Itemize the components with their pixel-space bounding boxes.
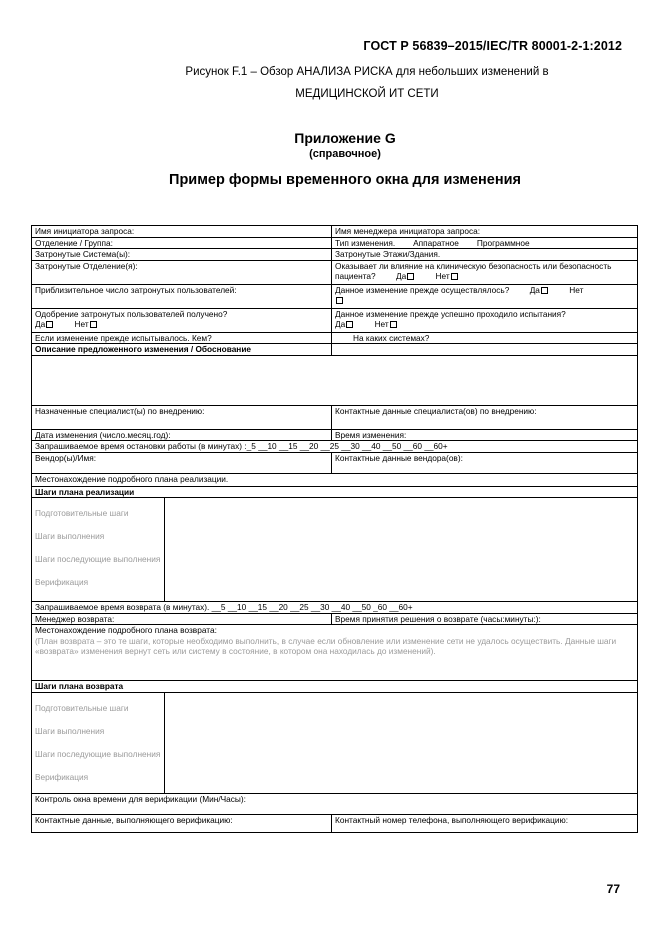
verifier-phone-cell[interactable]: Контактный номер телефона, выполняющего верификацию: — [332, 814, 638, 832]
figure-caption-line2: МЕДИЦИНСКОЙ ИТ СЕТИ — [295, 88, 439, 100]
appendix-title: Приложение G — [294, 130, 396, 146]
rollback-plan-note: (План возврата – это те шаги, которые необходимо выполнить, в случае если обновление или изменение сети не удалось осуществить. Данные шаги «возврата» изменения вернут сеть или систему в состояние, в котором она находилась до изменений). — [35, 635, 617, 656]
approx-users-cell[interactable]: Приблизительное число затронутых пользователей: — [32, 284, 332, 308]
plan-location-cell[interactable]: Местонахождение подробного плана реализации. — [32, 473, 638, 486]
checkbox-icon[interactable] — [46, 321, 53, 328]
checkbox-icon[interactable] — [451, 273, 458, 280]
checkbox-icon[interactable] — [90, 321, 97, 328]
appendix-subtitle: (справочное) — [309, 148, 381, 160]
rollback-steps-list — [32, 692, 165, 793]
change-window-form — [31, 225, 638, 833]
checkbox-icon[interactable] — [346, 321, 353, 328]
department-cell[interactable]: Отделение / Группа: — [32, 237, 332, 249]
tested-systems-cell[interactable]: На каких системах? — [332, 332, 638, 344]
tested-before-cell[interactable]: Данное изменение прежде успешно проходило испытания? Да Нет — [332, 308, 638, 332]
rollback-step-exec: Шаги выполнения — [35, 725, 105, 736]
impl-step-prep: Подготовительные шаги — [35, 508, 129, 518]
rollback-steps-title: Шаги плана возврата — [32, 681, 638, 693]
page-number: 77 — [606, 882, 620, 896]
initiator-manager-cell[interactable]: Имя менеджера инициатора запроса: — [332, 226, 638, 238]
checkbox-icon[interactable] — [541, 287, 548, 294]
impl-steps-title: Шаги плана реализации — [32, 486, 638, 498]
rollback-step-verify: Верификация — [35, 771, 89, 782]
affected-systems-cell[interactable]: Затронутые Система(ы): — [32, 249, 332, 261]
description-field[interactable] — [32, 355, 638, 405]
approval-cell[interactable]: Одобрение затронутых пользователей получено? Да Нет — [32, 308, 332, 332]
change-type-cell[interactable]: Тип изменения. Аппаратное Программное — [332, 237, 638, 249]
impl-step-post: Шаги последующие выполнения — [35, 554, 161, 564]
impl-step-verify: Верификация — [35, 577, 89, 587]
rollback-time-cell[interactable]: Запрашиваемое время возврата (в минутах). __5 __10 __15 __20 __25 __30 __40 __50 _60 __60+ — [32, 602, 638, 614]
affected-departments-cell[interactable]: Затронутые Отделение(я): — [32, 260, 332, 284]
standard-header: ГОСТ Р 56839–2015/IEC/TR 80001-2-1:2012 — [363, 39, 622, 53]
figure-caption-line1: Рисунок F.1 – Обзор АНАЛИЗА РИСКА для небольших изменений в — [185, 66, 549, 78]
initiator-name-cell[interactable]: Имя инициатора запроса: — [32, 226, 332, 238]
impl-steps-list — [32, 498, 165, 602]
description-spacer — [332, 344, 638, 356]
rollback-decision-cell[interactable]: Время принятия решения о возврате (часы:минуты:): — [332, 613, 638, 625]
change-date-cell[interactable]: Дата изменения (число.месяц.год): — [32, 429, 332, 441]
checkbox-icon[interactable] — [390, 321, 397, 328]
form-title: Пример формы временного окна для изменения — [169, 172, 521, 188]
impl-step-exec: Шаги выполнения — [35, 531, 105, 541]
assigned-specialist-cell[interactable]: Назначенные специалист(ы) по внедрению: — [32, 405, 332, 429]
vendor-contacts-cell[interactable]: Контактные данные вендора(ов): — [332, 452, 638, 473]
change-time-cell[interactable]: Время изменения: — [332, 429, 638, 441]
rollback-step-prep: Подготовительные шаги — [35, 702, 129, 713]
downtime-cell[interactable]: Запрашиваемое время остановки работы (в минутах) :_5 __10 __15 __20 __25 __30 __40 __50 __60 __60+ — [32, 441, 638, 453]
affected-floors-cell[interactable]: Затронутые Этажи/Здания. — [332, 249, 638, 261]
rollback-step-post: Шаги последующие выполнения — [35, 748, 161, 759]
description-label: Описание предложенного изменения / Обоснование — [32, 344, 332, 356]
verify-window-cell[interactable]: Контроль окна времени для верификации (Мин/Часы): — [32, 793, 638, 814]
checkbox-icon[interactable] — [336, 297, 343, 304]
rollback-plan-cell[interactable]: Местонахождение подробного плана возврата: (План возврата – это те шаги, которые необходимо выполнить, в случае если обновление или изменение сети не удалось осуществить. Данные шаги «возврата» изменения вернут сеть или систему в состояние, в котором она находилась до изменений). — [32, 625, 638, 681]
verifier-contacts-cell[interactable]: Контактные данные, выполняющего верификацию: — [32, 814, 332, 832]
done-before-cell[interactable]: Данное изменение прежде осуществлялось? Да Нет — [332, 284, 638, 308]
impl-steps-field[interactable] — [165, 498, 638, 602]
clinical-safety-cell[interactable]: Оказывает ли влияние на клиническую безопасность или безопасность пациента? Да Нет — [332, 260, 638, 284]
rollback-steps-field[interactable] — [165, 692, 638, 793]
checkbox-icon[interactable] — [407, 273, 414, 280]
specialist-contacts-cell[interactable]: Контактные данные специалиста(ов) по внедрению: — [332, 405, 638, 429]
rollback-manager-cell[interactable]: Менеджер возврата: — [32, 613, 332, 625]
vendor-cell[interactable]: Вендор(ы)/Имя: — [32, 452, 332, 473]
tested-by-cell[interactable]: Если изменение прежде испытывалось. Кем? — [32, 332, 332, 344]
